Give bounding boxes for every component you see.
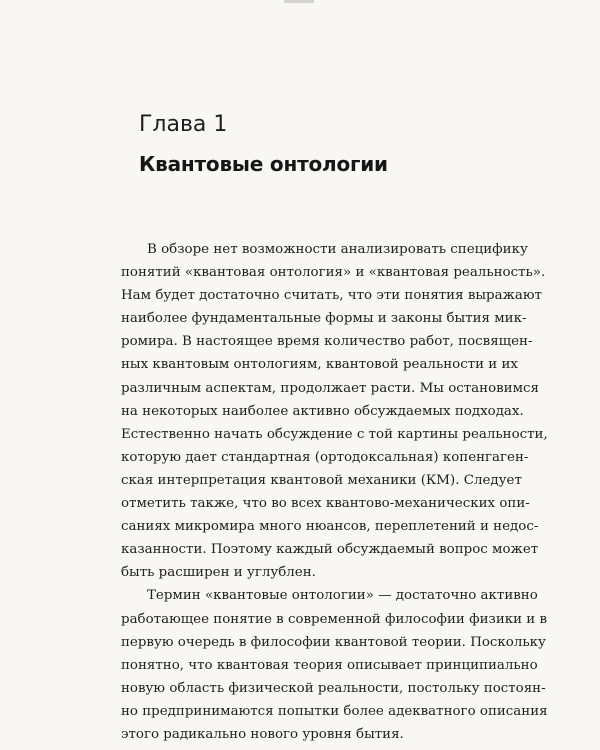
text-line: наиболее фундаментальные формы и законы бытия мик- (121, 311, 527, 327)
text-line: Термин «квантовые онтологии» — достаточно активно (147, 588, 538, 604)
paragraph-2 (121, 584, 548, 746)
text-line: понятий «квантовая онтология» и «квантовая реальность». (121, 265, 546, 281)
text-line: Естественно начать обсуждение с той картины реальности, (121, 426, 548, 442)
body-text (121, 238, 548, 746)
text-line: саниях микромира много нюансов, переплетений и недос- (121, 519, 539, 535)
text-line: но предпринимаются попытки более адекватного описания (121, 703, 548, 719)
text-line: новую область физической реальности, постольку постоян- (121, 680, 546, 696)
text-line: которую дает стандартная (ортодоксальная) копенгаген- (121, 449, 529, 465)
paragraph-1 (121, 238, 548, 584)
page-edge-mark (284, 0, 314, 3)
text-line: на некоторых наиболее активно обсуждаемых подходах. (121, 403, 524, 419)
text-line: понятно, что квантовая теория описывает принципиально (121, 657, 538, 673)
text-line: работающее понятие в современной философии физики и в (121, 611, 548, 627)
text-line: Нам будет достаточно считать, что эти понятия выражают (121, 288, 542, 304)
text-line: казанности. Поэтому каждый обсуждаемый вопрос может (121, 542, 539, 558)
chapter-label: Глава 1 (139, 112, 228, 137)
text-line: ных квантовым онтологиям, квантовой реальности и их (121, 357, 518, 373)
text-line: различным аспектам, продолжает расти. Мы остановимся (121, 380, 539, 396)
text-line: первую очередь в философии квантовой теории. Поскольку (121, 634, 546, 650)
text-line: быть расширен и углублен. (121, 565, 316, 581)
text-line: отметить также, что во всех квантово-механических опи- (121, 496, 530, 512)
text-line: ромира. В настоящее время количество работ, посвящен- (121, 334, 533, 350)
text-line: ская интерпретация квантовой механики (КМ). Следует (121, 472, 522, 488)
text-line: этого радикально нового уровня бытия. (121, 726, 404, 742)
chapter-title: Квантовые онтологии (139, 152, 388, 176)
text-line: В обзоре нет возможности анализировать специфику (147, 242, 528, 257)
